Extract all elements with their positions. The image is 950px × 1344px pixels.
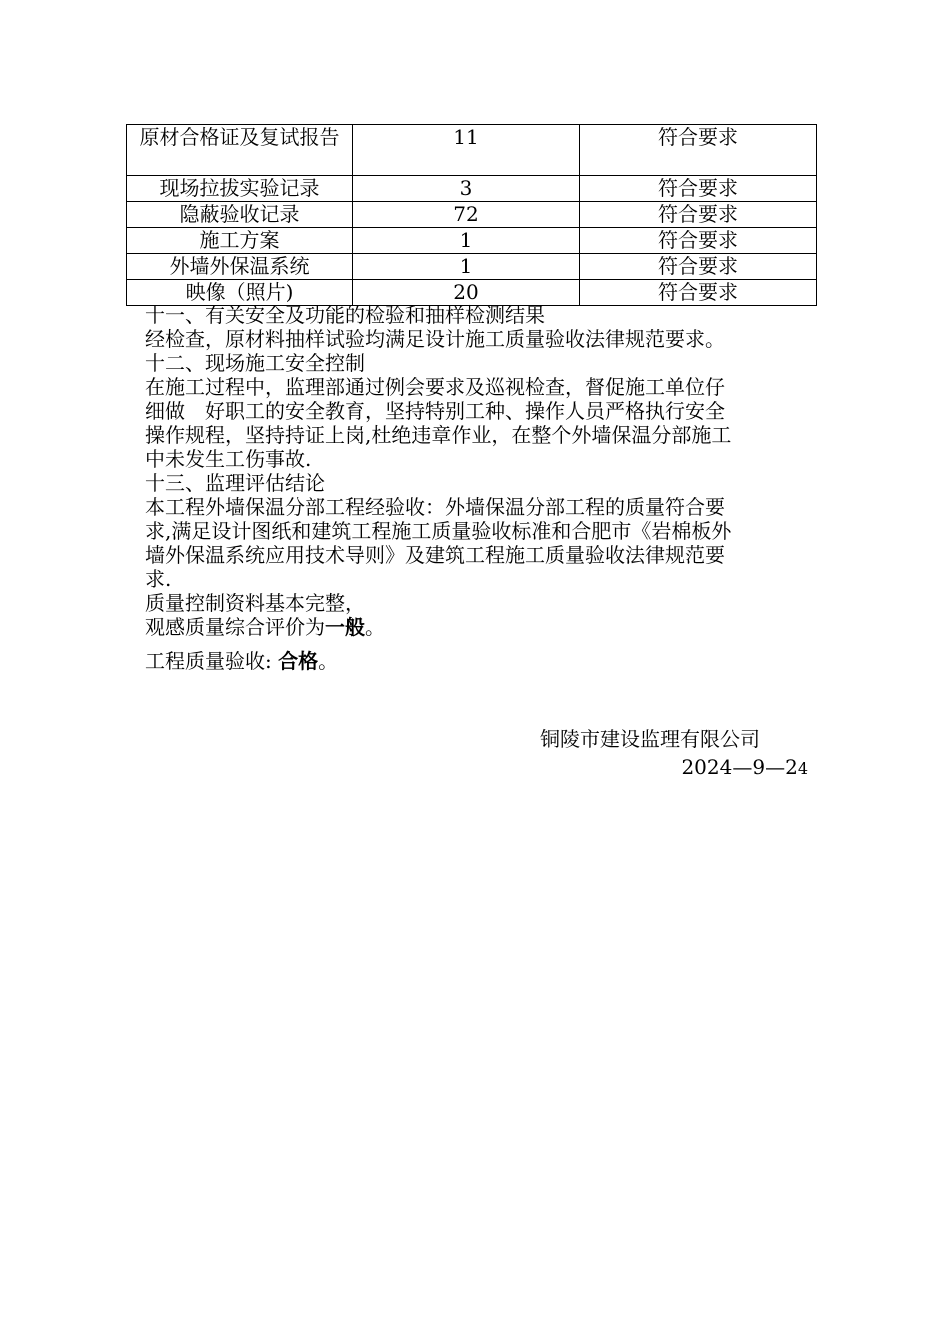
acceptance-suffix: 。 [318, 649, 339, 673]
table-row [127, 176, 817, 202]
doc-name-cell: 施工方案 [127, 228, 353, 254]
section-11-heading: 十一、有关安全及功能的检验和抽样检测结果 [145, 303, 545, 327]
table-row [127, 202, 817, 228]
doc-result-cell: 符合要求 [580, 125, 817, 176]
signature-date [500, 753, 810, 783]
doc-result-cell: 符合要求 [580, 176, 817, 202]
appearance-line [145, 615, 810, 639]
table-row [127, 228, 817, 254]
doc-result-cell: 符合要求 [580, 280, 817, 306]
doc-name-cell: 外墙外保温系统 [127, 254, 353, 280]
doc-count-cell: 1 [353, 228, 580, 254]
doc-name-cell: 原材合格证及复试报告 [127, 125, 353, 176]
doc-count-cell: 20 [353, 280, 580, 306]
appearance-prefix: 观感质量综合评价为 [145, 615, 325, 639]
document-body [145, 303, 810, 673]
section-11-body: 经检查，原材料抽样试验均满足设计施工质量验收法律规范要求。 [145, 327, 725, 351]
section-13-line: 墙外保温系统应用技术导则》及建筑工程施工质量验收法律规范要 [145, 543, 725, 567]
doc-name-cell: 现场拉拔实验记录 [127, 176, 353, 202]
section-12-line: 在施工过程中，监理部通过例会要求及巡视检查，督促施工单位仔 [145, 375, 725, 399]
doc-name-cell: 映像（照片) [127, 280, 353, 306]
acceptance-value: 合格 [278, 649, 319, 673]
section-13-line: 求. [145, 567, 172, 591]
section-12-line: 细做 好职工的安全教育，坚持特别工种、操作人员严格执行安全 [145, 399, 725, 423]
doc-result-cell: 符合要求 [580, 254, 817, 280]
section-13-line: 本工程外墙保温分部工程经验收：外墙保温分部工程的质量符合要 [145, 495, 725, 519]
doc-count-cell: 3 [353, 176, 580, 202]
documents-table [126, 124, 817, 306]
section-12-line: 操作规程，坚持持证上岗,杜绝违章作业，在整个外墙保温分部施工 [145, 423, 732, 447]
acceptance-line [145, 649, 810, 673]
table-row [127, 125, 817, 176]
table-row [127, 254, 817, 280]
doc-count-cell: 1 [353, 254, 580, 280]
appearance-suffix: 。 [365, 615, 385, 639]
doc-count-cell: 11 [353, 125, 580, 176]
section-12-heading: 十二、现场施工安全控制 [145, 351, 365, 375]
doc-name-cell: 隐蔽验收记录 [127, 202, 353, 228]
doc-result-cell: 符合要求 [580, 228, 817, 254]
acceptance-prefix: 工程质量验收: [145, 649, 279, 673]
appearance-value: 一般 [325, 615, 365, 639]
signature-block [500, 725, 810, 783]
date-main: 2024—9—2 [681, 755, 798, 779]
section-12-line: 中未发生工伤事故. [145, 447, 312, 471]
section-13-line: 求,满足设计图纸和建筑工程施工质量验收标准和合肥市《岩棉板外 [145, 519, 732, 543]
quality-data-line: 质量控制资料基本完整， [145, 591, 365, 615]
doc-result-cell: 符合要求 [580, 202, 817, 228]
table-row [127, 280, 817, 306]
company-name: 铜陵市建设监理有限公司 [540, 727, 760, 751]
doc-count-cell: 72 [353, 202, 580, 228]
section-13-heading: 十三、监理评估结论 [145, 471, 325, 495]
date-tail: 4 [797, 759, 808, 778]
